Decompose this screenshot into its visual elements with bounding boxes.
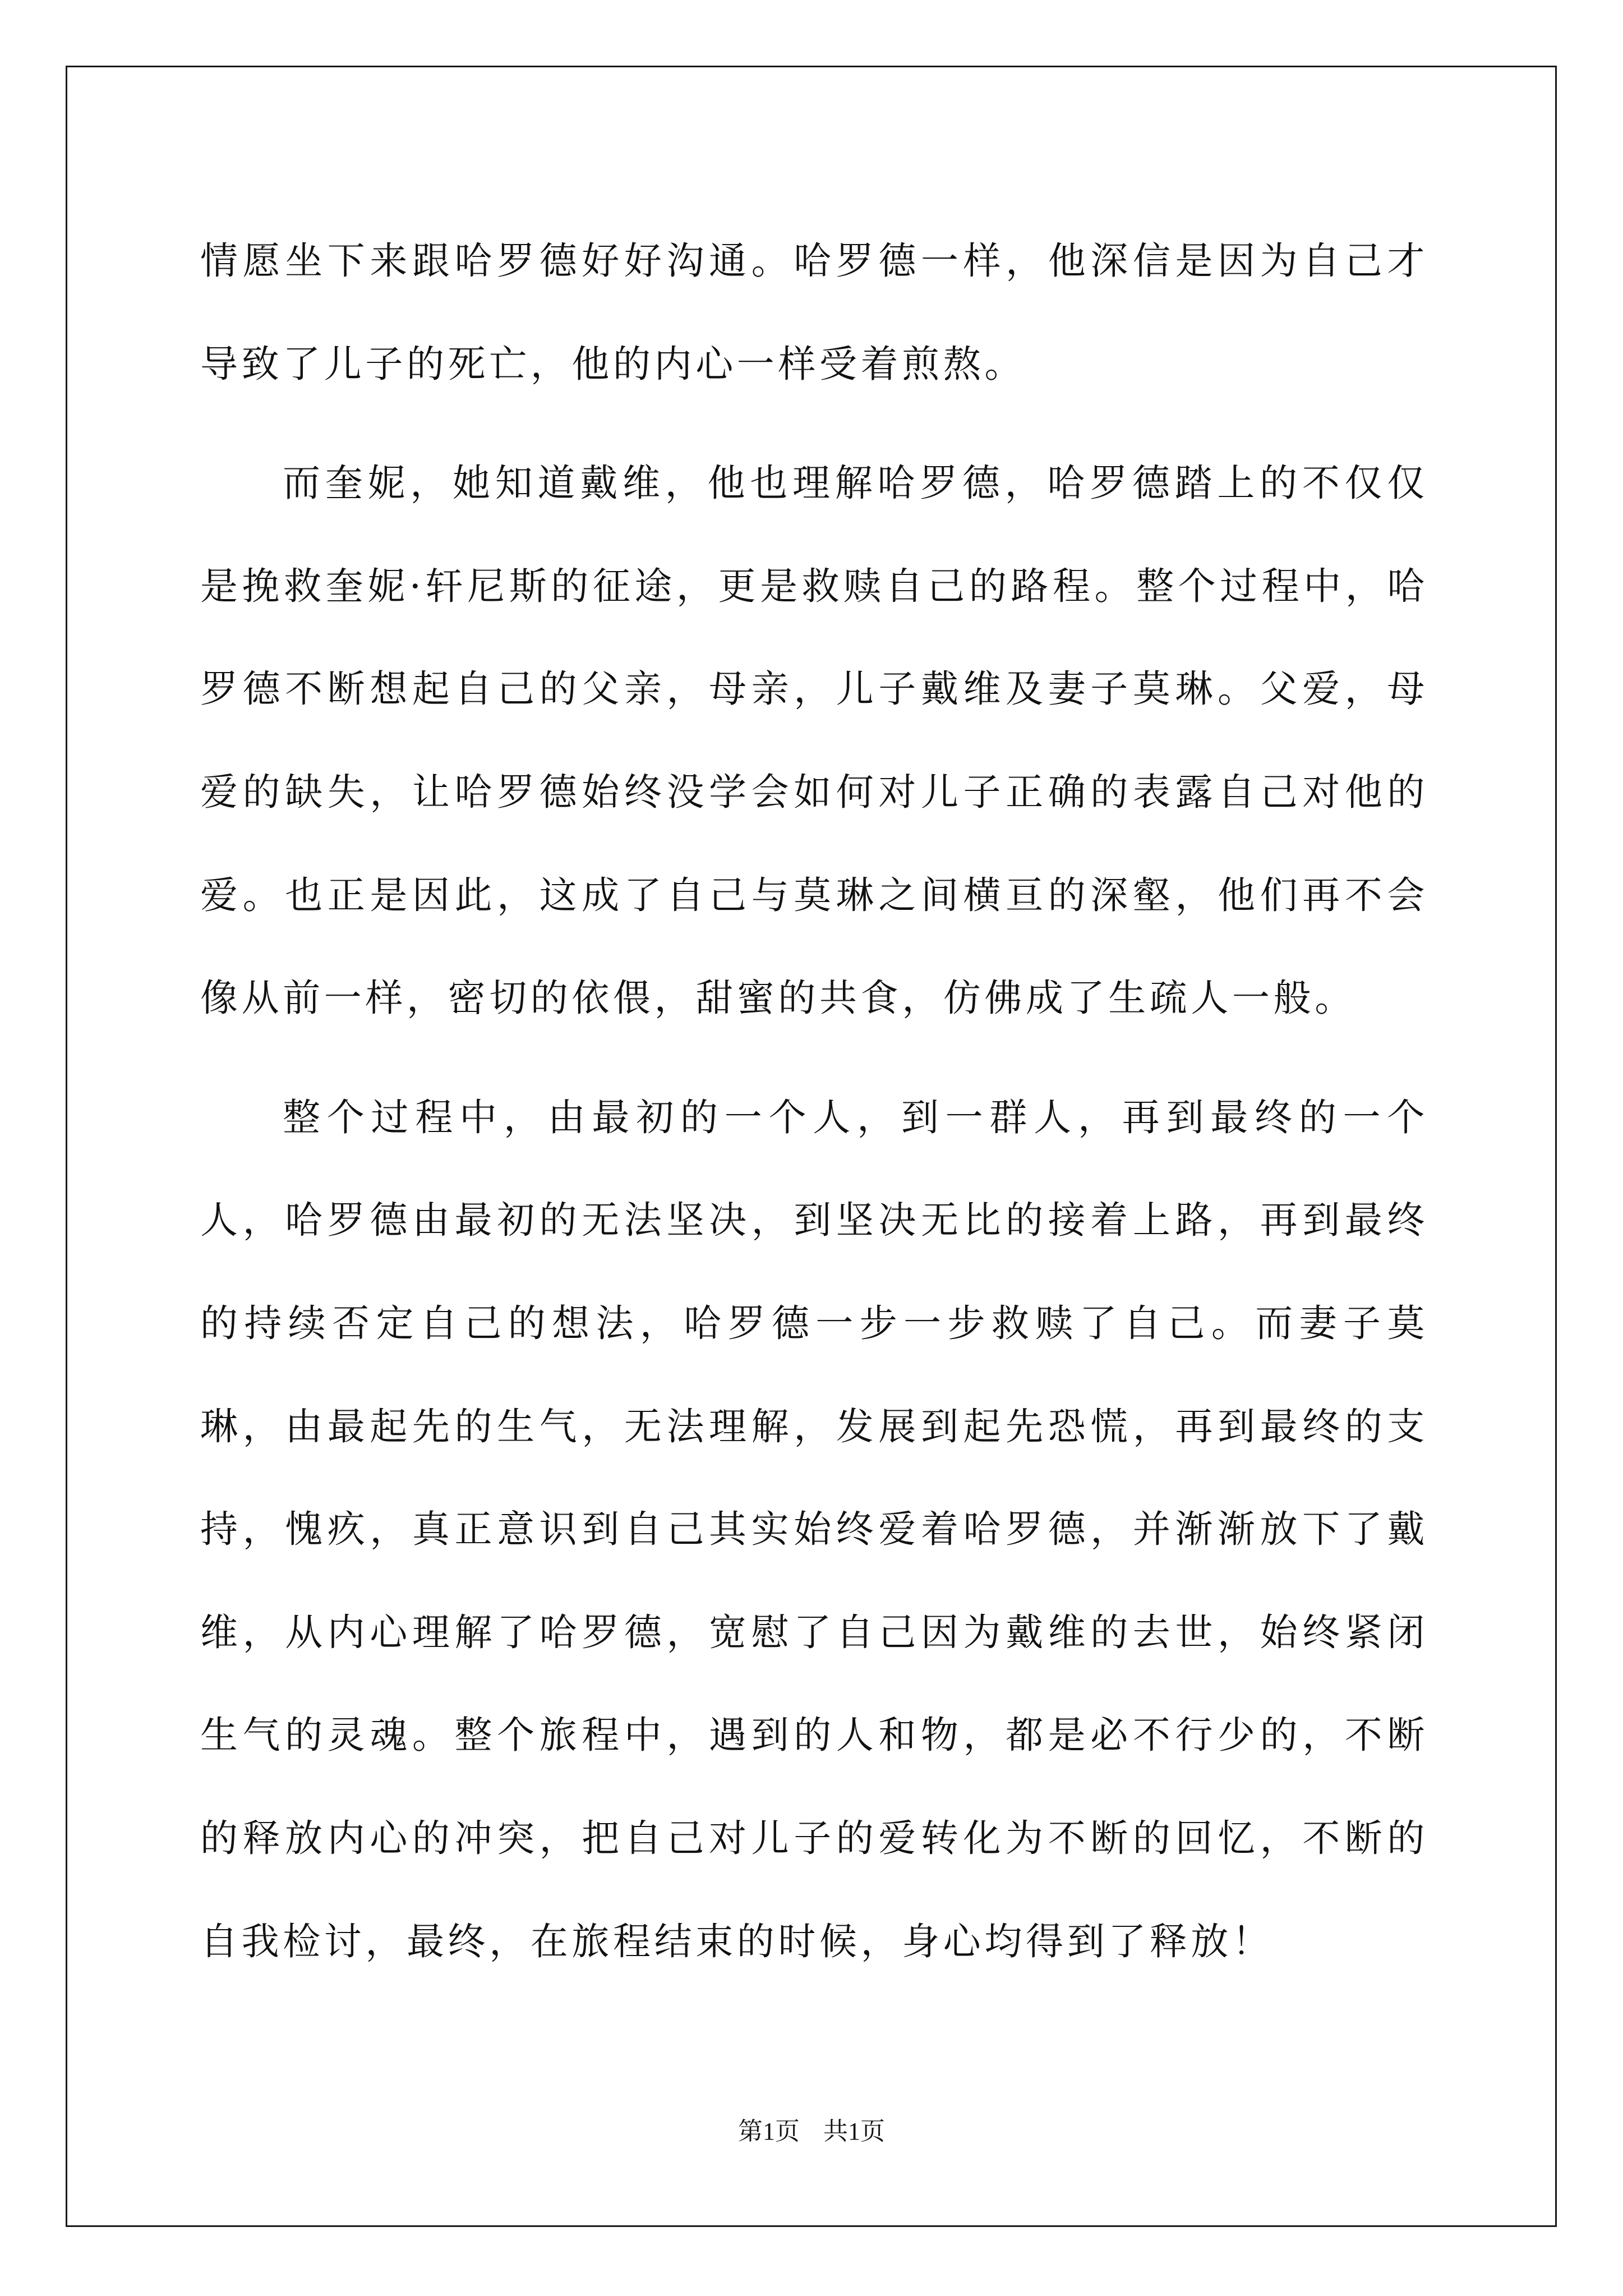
paragraph-2: 而奎妮，她知道戴维，他也理解哈罗德，哈罗德踏上的不仅仅是挽救奎妮·轩尼斯的征途，更是救赎自己的路程。整个过程中，哈罗德不断想起自己的父亲，母亲，儿子戴维及妻子莫琳。父爱，母爱的缺失，让哈罗德始终没学会如何对儿子正确的表露自己对他的爱。也正是因此，这成了自己与莫琳之间横亘的深壑，他们再不会像从前一样，密切的依偎，甜蜜的共食，仿佛成了生疏人一般。	[200, 461, 1428, 1020]
document-body	[200, 210, 1428, 2009]
page-number: 第1页	[738, 2118, 800, 2145]
page-footer	[0, 2115, 1623, 2148]
page-total: 共1页	[823, 2118, 885, 2145]
paragraph-1: 情愿坐下来跟哈罗德好好沟通。哈罗德一样，他深信是因为自己才导致了儿子的死亡，他的内心一样受着煎熬。	[200, 239, 1428, 386]
paragraph-3: 整个过程中，由最初的一个人，到一群人，再到最终的一个人，哈罗德由最初的无法坚决，到坚决无比的接着上路，再到最终的持续否定自己的想法，哈罗德一步一步救赎了自己。而妻子莫琳，由最起先的生气，无法理解，发展到起先恐慌，再到最终的支持，愧疚，真正意识到自己其实始终爱着哈罗德，并渐渐放下了戴维，从内心理解了哈罗德，宽慰了自己因为戴维的去世，始终紧闭生气的灵魂。整个旅程中，遇到的人和物，都是必不行少的，不断的释放内心的冲突，把自己对儿子的爱转化为不断的回忆，不断的自我检讨，最终，在旅程结束的时候，身心均得到了释放！	[200, 1095, 1428, 1963]
